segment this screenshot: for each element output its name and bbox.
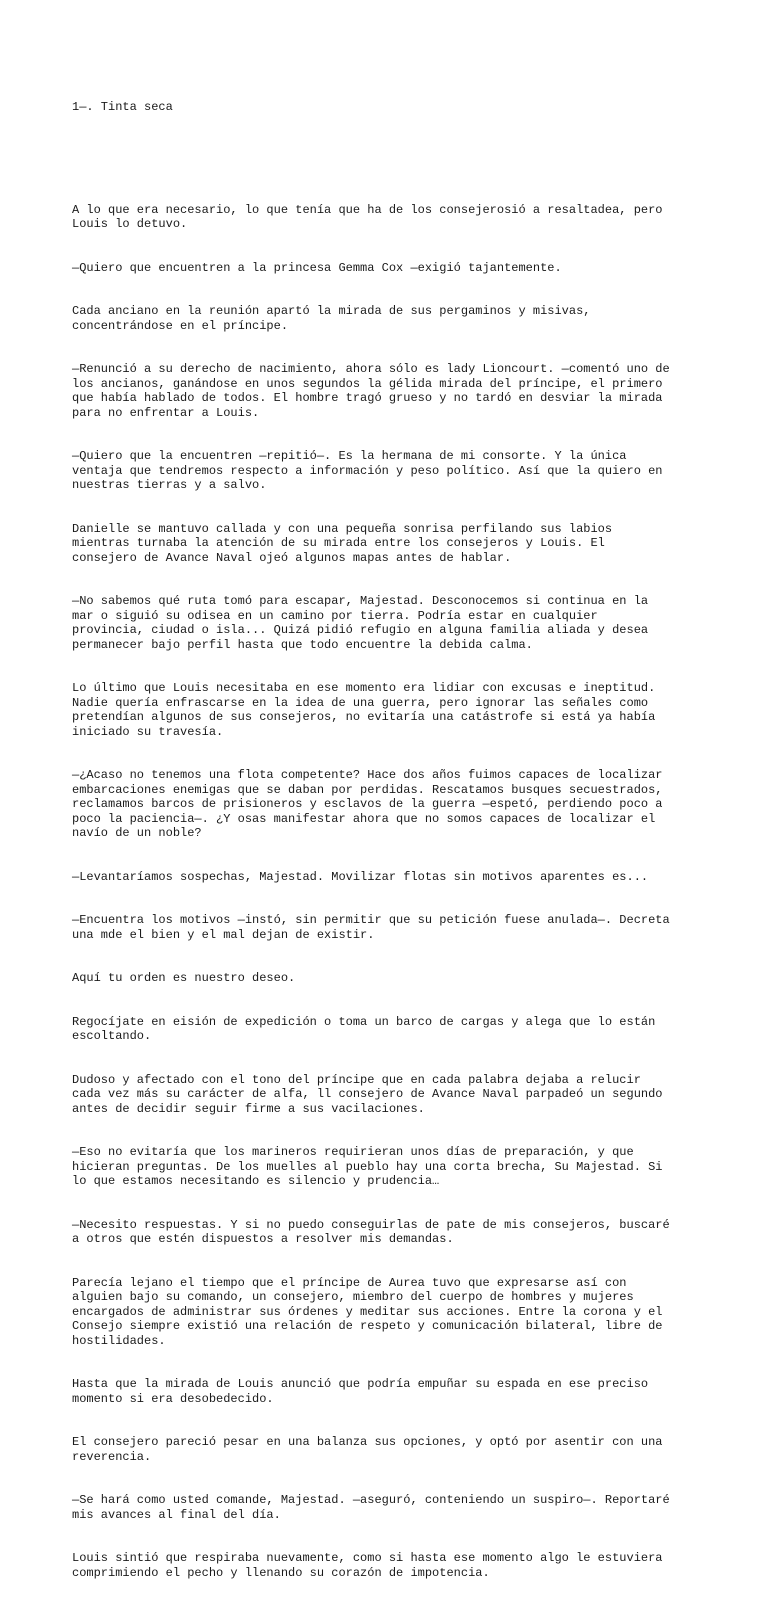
paragraph-13: Regocíjate en eisión de expedición o toma un barco de cargas y alega que lo están escoltando. <box>72 1014 656 1043</box>
paragraph-9: —¿Acaso no tenemos una flota competente? Hace dos años fuimos capaces de localizar embarcaciones enemigas que se daban por perdidas. Rescatamos busques secuestrados, reclamamos barcos de prisioneros y esclavos de la guerra —espetó, perdiendo poco a poco la paciencia—. ¿Y osas manifestar ahora que no somos capaces de localizar el navío de un noble? <box>72 768 663 840</box>
paragraph-12: Aquí tu orden es nuestro deseo. <box>72 971 296 985</box>
paragraph-6: Danielle se mantuvo callada y con una pequeña sonrisa perfilando sus labios mientras turnaba la atención de su mirada entre los consejeros y Louis. El consejero de Avance Naval ojeó algunos mapas antes de hablar. <box>72 521 613 565</box>
paragraph-17: Parecía lejano el tiempo que el príncipe de Aurea tuvo que expresarse así con alguien bajo su comando, un consejero, miembro del cuerpo de hombres y mujeres encargados de administrar sus órdenes y meditar sus acciones. Entre la corona y el Consejo siempre existió una relación de respeto y comunicación bilateral, libre de hostilidades. <box>72 1275 663 1348</box>
paragraph-2: —Quiero que encuentren a la princesa Gemma Cox —exigió tajantemente. <box>72 260 562 275</box>
paragraph-10: —Levantaríamos sospechas, Majestad. Movilizar flotas sin motivos aparentes es... <box>72 869 649 884</box>
paragraph-15: —Eso no evitaría que los marineros requirieran unos días de preparación, y que hicieran preguntas. De los muelles al pueblo hay una corta brecha, Su Majestad. Si lo que estamos necesitando es silencio y prudencia… <box>72 1145 663 1188</box>
paragraph-19: El consejero pareció pesar en una balanza sus opciones, y optó por asentir con una reverencia. <box>72 1435 663 1464</box>
paragraph-16: —Necesito respuestas. Y si no puedo conseguirlas de pate de mis consejeros, buscaré a otros que estén dispuestos a resolver mis demandas. <box>72 1217 670 1246</box>
chapter-title: 1—. Tinta seca <box>72 100 173 114</box>
paragraph-20: —Se hará como usted comande, Majestad. —aseguró, conteniendo un suspiro—. Reportaré mis avances al final del día. <box>72 1493 670 1522</box>
paragraph-18: Hasta que la mirada de Louis anunció que podría empuñar su espada en ese preciso momento si era desobedecido. <box>72 1377 649 1406</box>
paragraph-5: —Quiero que la encuentren —repitió—. Es la hermana de mi consorte. Y la única ventaja que tendremos respecto a información y peso político. Así que la quiero en nuestras tierras y a salvo. <box>72 449 663 492</box>
body-text <box>72 174 732 1610</box>
paragraph-7: —No sabemos qué ruta tomó para escapar, Majestad. Desconocemos si continua en la mar o siguió su odisea en un camino por tierra. Podría estar en cualquier provincia, ciudad o isla... Quizá pidió refugio en alguna familia aliada y desea permanecer bajo perfil hasta que todo encuentre la debida calma. <box>72 594 649 652</box>
paragraph-21: Louis sintió que respiraba nuevamente, como si hasta ese momento algo le estuviera comprimiendo el pecho y llenando su corazón de impotencia. <box>72 1551 663 1580</box>
paragraph-4: —Renunció a su derecho de nacimiento, ahora sólo es lady Lioncourt. —comentó uno de los ancianos, ganándose en unos segundos la gélida mirada del príncipe, el primero que había hablado de todos. El hombre tragó grueso y no tardó en desviar la mirada para no enfrentar a Louis. <box>72 362 670 420</box>
paragraph-14: Dudoso y afectado con el tono del príncipe que en cada palabra dejaba a relucir cada vez más su carácter de alfa, ll consejero de Avance Naval parpadeó un segundo antes de decidir seguir firme a sus vacilaciones. <box>72 1072 663 1116</box>
document-page <box>72 71 732 1624</box>
paragraph-11: —Encuentra los motivos —instó, sin permitir que su petición fuese anulada—. Decreta una mde el bien y el mal dejan de existir. <box>72 913 670 942</box>
paragraph-1: A lo que era necesario, lo que tenía que ha de los consejerosió a resaltadea, pero Louis lo detuvo. <box>72 202 663 231</box>
paragraph-3: Cada anciano en la reunión apartó la mirada de sus pergaminos y misivas, concentrándose en el príncipe. <box>72 304 591 333</box>
paragraph-8: Lo último que Louis necesitaba en ese momento era lidiar con excusas e ineptitud. Nadie quería enfrascarse en la idea de una guerra, pero ignorar las señales como pretendían algunos de sus consejeros, no evitaría una catástrofe si está ya había iniciado su travesía. <box>72 681 656 739</box>
